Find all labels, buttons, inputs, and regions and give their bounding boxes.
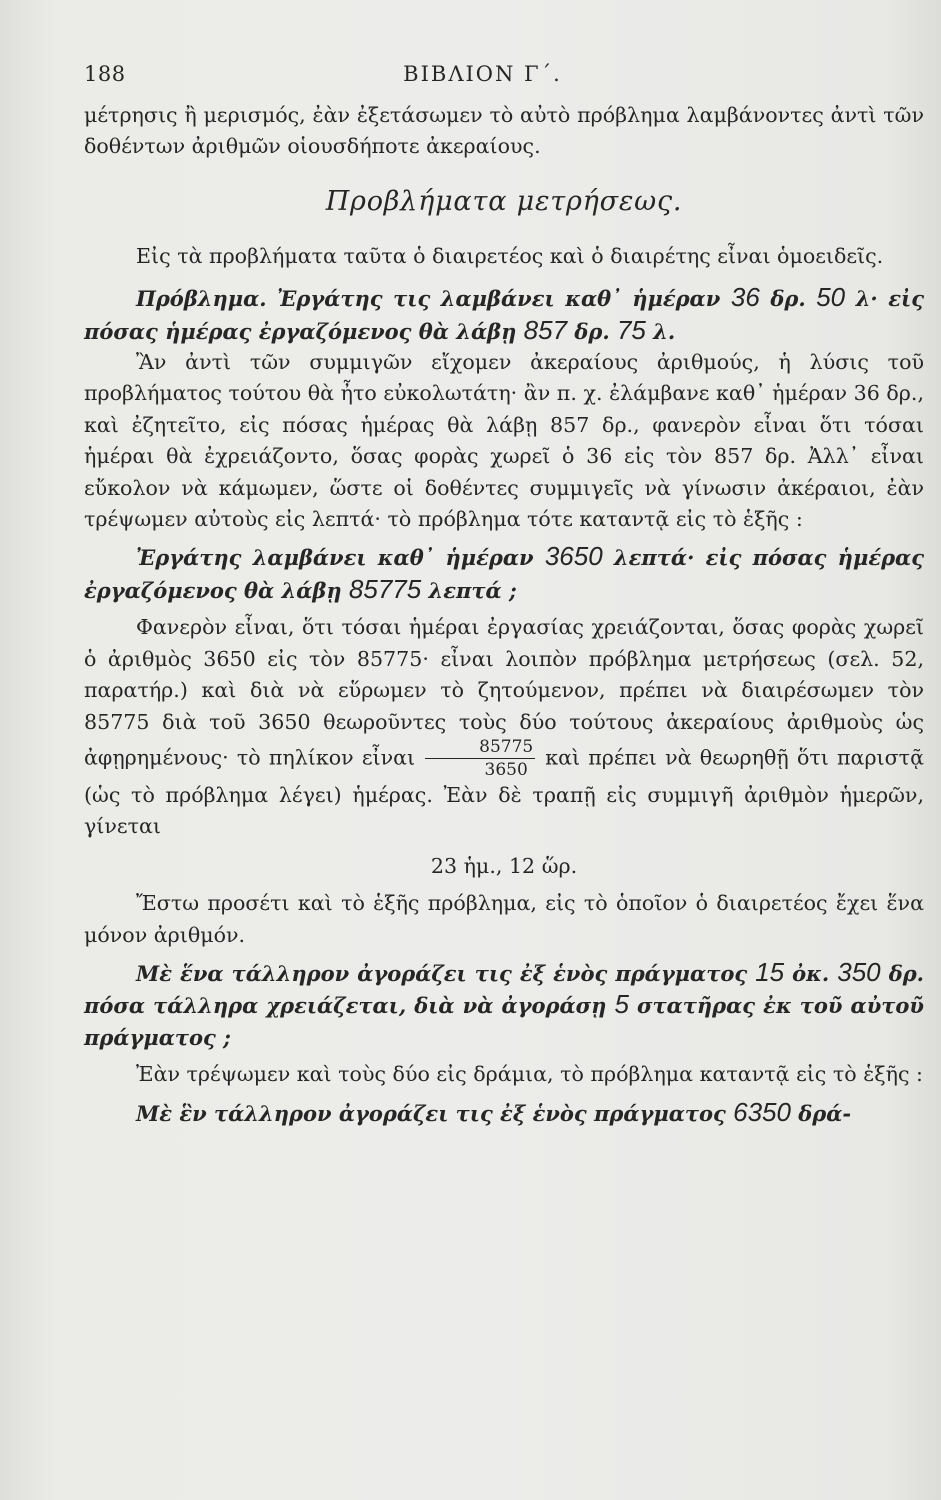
problem-1-number-d: 75 (616, 314, 646, 345)
problem-2 (84, 541, 924, 606)
problem-3-text-b: ὀκ. (784, 960, 838, 986)
problem-3-text-a: Μὲ ἕνα τάλληρον ἀγοράζει τις ἐξ ἑνὸς πράγματος (136, 960, 756, 986)
problem-3-text-c: δρ. πόσα τάλληρα χρειάζεται, διὰ νὰ ἀγοράσῃ (84, 960, 924, 1019)
paragraph-4: Ἐὰν τρέψωμεν καὶ τοὺς δύο εἰς δράμια, τὸ πρόβλημα καταντᾷ εἰς τὸ ἑξῆς : (136, 1062, 923, 1087)
problem-1-text-e: λ. (645, 318, 676, 344)
page-body (84, 100, 924, 1129)
page-header (84, 62, 881, 102)
problem-3-number-c: 5 (614, 989, 629, 1020)
problem-1 (84, 282, 924, 347)
problem-3-number-a: 15 (755, 956, 785, 987)
problem-1-text-c: λ· εἰς πόσας ἡμέρας ἐργαζόμενος θὰ λάβῃ (84, 286, 925, 344)
problem-4-number-a: 6350 (733, 1096, 791, 1127)
problem-2-text-c: λεπτά ; (421, 577, 517, 603)
problem-3-text-d: στατῆρας ἐκ τοῦ αὐτοῦ πράγματος ; (84, 993, 924, 1050)
section-lead-paragraph: Εἰς τὰ προβλήματα ταῦτα ὁ διαιρετέος καὶ ὁ διαιρέτης εἶναι ὁμοειδεῖς. (136, 243, 884, 268)
problem-1-text-b: δρ. (759, 286, 817, 312)
problem-label: Πρόβλημα. (136, 286, 267, 312)
problem-2-number-b: 85775 (348, 573, 422, 604)
fraction-denominator: 3650 (484, 759, 528, 780)
problem-4-text-a: Μὲ ἓν τάλληρον ἀγοράζει τις ἐξ ἑνὸς πράγματος (136, 1100, 734, 1126)
paragraph-2-text: Φανερὸν εἶναι, ὅτι τόσαι ἡμέραι ἐργασίας χρειάζονται, ὅσας φορὰς χωρεῖ ὁ ἀριθμὸς 3650 εἰς τὸν 85775· εἶναι λοιπὸν πρόβλημα μετρήσεως (σελ. 52, παρατήρ.) καὶ διὰ νὰ εὕρωμεν τὸ ζητούμενον, πρέπει νὰ διαιρέσωμεν τὸν 85775 διὰ τοῦ 3650 θεωροῦντες τοὺς δύο τούτους ἀκεραίους ἀριθμοὺς ὡς ἀφῃρημένους· τὸ πηλίκον εἶναι (84, 615, 924, 770)
problem-2-number-a: 3650 (544, 541, 603, 572)
paragraph-1: Ἂν ἀντὶ τῶν συμμιγῶν εἴχομεν ἀκεραίους ἀριθμούς, ἡ λύσις τοῦ προβλήματος τούτου θὰ ἦτο εὐκολωτάτη· ἂν π. χ. ἐλάμβανε καθ᾽ ἡμέραν 36 δρ., καὶ ἐζητεῖτο, εἰς πόσας ἡμέρας θὰ λάβῃ 857 δρ., φανερὸν εἶναι ὅτι τόσαι ἡμέραι θὰ ἐχρειάζοντο, ὅσας φορὰς χωρεῖ ὁ 36 εἰς τὸν 857 δρ. Ἀλλ᾽ εἶναι εὔκολον νὰ κάμωμεν, ὥστε οἱ δοθέντες συμμιγεῖς νὰ γίνωσιν ἀκέραιοι, ἐὰν τρέψωμεν αὐτοὺς εἰς λεπτά· τὸ πρόβλημα τότε καταντᾷ εἰς τὸ ἑξῆς : (84, 350, 924, 532)
problem-1-number-a: 36 (730, 282, 760, 313)
problem-2-text-a: Ἐργάτης λαμβάνει καθ᾽ ἡμέραν (136, 545, 545, 571)
running-head: ΒΙΒΛΙΟΝ Γ΄. (403, 62, 562, 86)
paragraph-2 (84, 612, 924, 842)
problem-4-text-b: δρά- (790, 1100, 852, 1126)
section-title: Προβλήματα μετρήσεως. (325, 185, 683, 217)
fraction-numerator: 85775 (425, 738, 535, 759)
page-number: 188 (84, 62, 126, 86)
paragraph-3: Ἔστω προσέτι καὶ τὸ ἑξῆς πρόβλημα, εἰς τὸ ὁποῖον ὁ διαιρετέος ἔχει ἕνα μόνον ἀριθμόν. (84, 891, 924, 947)
problem-1-text-a: Ἐργάτης τις λαμβάνει καθ᾽ ἡμέραν (266, 286, 731, 312)
paragraph-2-text-after: καὶ πρέπει νὰ θεωρηθῇ ὅτι παριστᾷ (ὡς τὸ πρόβλημα λέγει) ἡμέρας. Ἐὰν δὲ τραπῇ εἰς συμμιγῆ ἀριθμὸν ἡμερῶν, γίνεται (84, 745, 924, 839)
result-line: 23 ἡμ., 12 ὥρ. (430, 853, 578, 878)
intro-paragraph: μέτρησις ἢ μερισμός, ἐὰν ἐξετάσωμεν τὸ αὐτὸ πρόβλημα λαμβάνοντες ἀντὶ τῶν δοθέντων ἀριθμῶν οἱουσδήποτε ἀκεραίους. (84, 103, 924, 159)
problem-1-number-c: 857 (523, 314, 568, 345)
problem-1-text-d: δρ. (567, 318, 617, 344)
problem-1-number-b: 50 (816, 282, 846, 313)
quotient-fraction (425, 738, 535, 780)
problem-3 (84, 957, 924, 1053)
problem-3-number-b: 350 (837, 956, 881, 987)
problem-2-text-b: λεπτά· εἰς πόσας ἡμέρας ἐργαζόμενος θὰ λάβῃ (84, 545, 924, 603)
problem-4 (84, 1097, 924, 1129)
